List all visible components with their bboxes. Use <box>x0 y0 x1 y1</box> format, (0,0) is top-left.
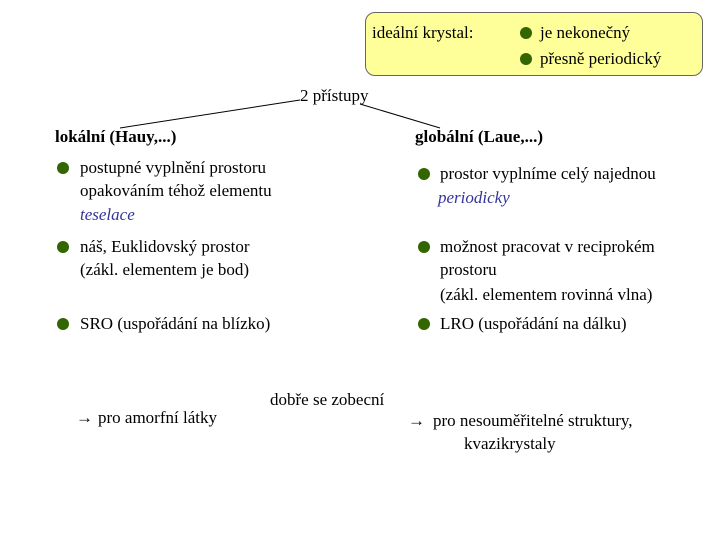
left-b2-line2: (zákl. elementem je bod) <box>80 260 249 279</box>
left-heading: lokální (Hauy,...) <box>55 127 177 146</box>
right-b3-line1: LRO (uspořádání na dálku) <box>440 314 627 333</box>
bullet-icon <box>57 241 69 253</box>
connector-left <box>120 100 300 128</box>
middle-note: dobře se zobecní <box>270 390 385 409</box>
bullet-icon <box>57 162 69 174</box>
right-conclusion-line2: kvazikrystaly <box>464 434 556 453</box>
left-b2-line1: náš, Euklidovský prostor <box>80 237 250 256</box>
right-heading: globální (Laue,...) <box>415 127 543 146</box>
right-b2-line2: prostoru <box>440 260 497 279</box>
right-b2-line3: (zákl. elementem rovinná vlna) <box>440 285 653 304</box>
box-item-1: je nekonečný <box>540 23 631 42</box>
box-item-2: přesně periodický <box>540 49 662 68</box>
right-b1-line1: prostor vyplníme celý najednou <box>440 164 656 183</box>
bullet-icon <box>418 168 430 180</box>
left-b1-line1: postupné vyplnění prostoru <box>80 158 267 177</box>
arrow-right-icon: → <box>408 411 425 430</box>
bullet-icon <box>520 53 532 65</box>
right-b2-line1: možnost pracovat v reciprokém <box>440 237 655 256</box>
ideal-crystal-box <box>365 12 703 76</box>
connector-right <box>360 104 440 128</box>
approaches-label: 2 přístupy <box>300 86 369 105</box>
bullet-icon <box>520 27 532 39</box>
box-label: ideální krystal: <box>372 23 474 42</box>
left-conclusion: pro amorfní látky <box>98 408 217 427</box>
arrow-right-icon: → <box>76 408 93 427</box>
right-b1-emphasis: periodicky <box>438 188 510 207</box>
right-conclusion-line1: pro nesouměřitelné struktury, <box>433 411 633 430</box>
bullet-icon <box>418 318 430 330</box>
left-b3-line1: SRO (uspořádání na blízko) <box>80 314 271 333</box>
left-b1-emphasis: teselace <box>80 205 135 224</box>
bullet-icon <box>57 318 69 330</box>
bullet-icon <box>418 241 430 253</box>
left-b1-line2: opakováním téhož elementu <box>80 181 272 200</box>
